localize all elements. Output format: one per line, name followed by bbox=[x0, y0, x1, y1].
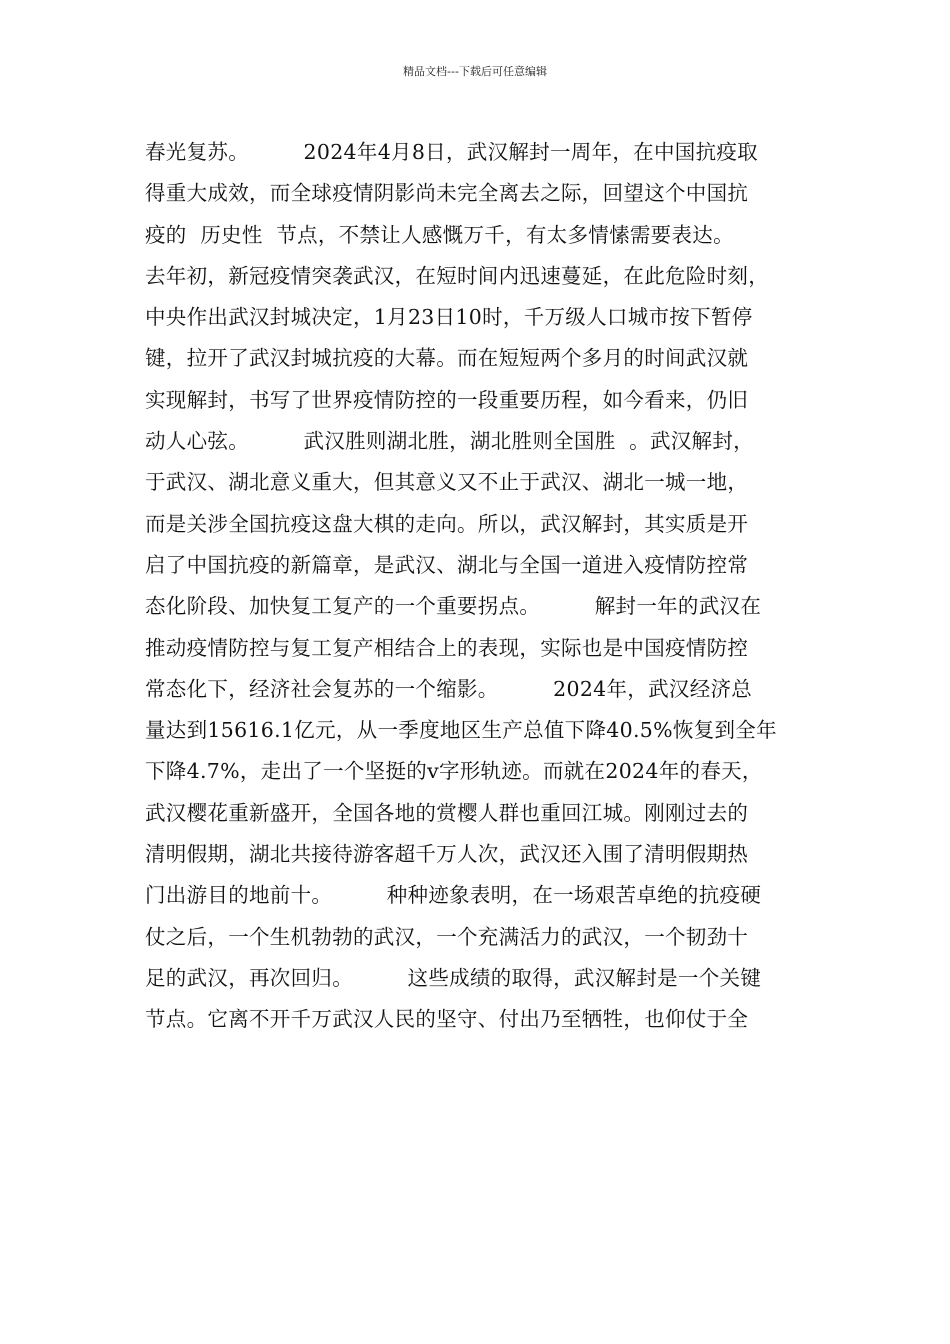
document-body bbox=[145, 132, 815, 1041]
text-line: 推动疫情防控与复工复产相结合上的表现，实际也是中国疫情防控 bbox=[145, 635, 749, 660]
text-line: 武汉樱花重新盛开，全国各地的赏樱人群也重回江城。刚刚过去的 bbox=[145, 800, 749, 825]
text-line: 中央作出武汉封城决定，1月23日10时，千万级人口城市按下暂停 bbox=[145, 305, 753, 330]
text-line: 得重大成效，而全球疫情阴影尚未完全离去之际，回望这个中国抗 bbox=[145, 181, 749, 206]
text-line: 实现解封，书写了世界疫情防控的一段重要历程，如今看来，仍旧 bbox=[145, 387, 749, 412]
text-line: 动人心弦。 武汉胜则湖北胜，湖北胜则全国胜 。武汉解封， bbox=[145, 429, 754, 454]
text-line: 常态化下，经济社会复苏的一个缩影。 2024年，武汉经济总 bbox=[145, 676, 753, 701]
text-line: 键，拉开了武汉封城抗疫的大幕。而在短短两个多月的时间武汉就 bbox=[145, 346, 749, 371]
text-line: 态化阶段、加快复工复产的一个重要拐点。 解封一年的武汉在 bbox=[145, 594, 762, 619]
text-line: 春光复苏。 2024年4月8日，武汉解封一周年，在中国抗疫取 bbox=[145, 140, 758, 164]
text-line: 仗之后，一个生机勃勃的武汉，一个充满活力的武汉，一个韧劲十 bbox=[145, 924, 749, 949]
text-line: 启了中国抗疫的新篇章，是武汉、湖北与全国一道进入疫情防控常 bbox=[145, 552, 749, 577]
text-line: 清明假期，湖北共接待游客超千万人次，武汉还入围了清明假期热 bbox=[145, 842, 749, 867]
text-line: 量达到15616.1亿元，从一季度地区生产总值下降40.5%恢复到全年 bbox=[145, 718, 777, 743]
text-line: 而是关涉全国抗疫这盘大棋的走向。所以，武汉解封，其实质是开 bbox=[145, 511, 749, 536]
text-line: 节点。它离不开千万武汉人民的坚守、付出乃至牺牲，也仰仗于全 bbox=[145, 1007, 749, 1032]
text-line: 去年初，新冠疫情突袭武汉，在短时间内迅速蔓延，在此危险时刻， bbox=[145, 263, 769, 288]
text-line: 疫的 历史性 节点，不禁让人感慨万千，有太多情愫需要表达。 bbox=[145, 222, 734, 247]
text-line: 下降4.7%，走出了一个坚挺的v字形轨迹。而就在2024年的春天， bbox=[145, 759, 763, 784]
text-line: 于武汉、湖北意义重大，但其意义又不止于武汉、湖北一城一地， bbox=[145, 470, 749, 495]
text-line: 门出游目的地前十。 种种迹象表明，在一场艰苦卓绝的抗疫硬 bbox=[145, 883, 762, 908]
text-line: 足的武汉，再次回归。 这些成绩的取得，武汉解封是一个关键 bbox=[145, 965, 762, 990]
page-header: 精品文档---下载后可任意编辑 bbox=[403, 65, 547, 78]
